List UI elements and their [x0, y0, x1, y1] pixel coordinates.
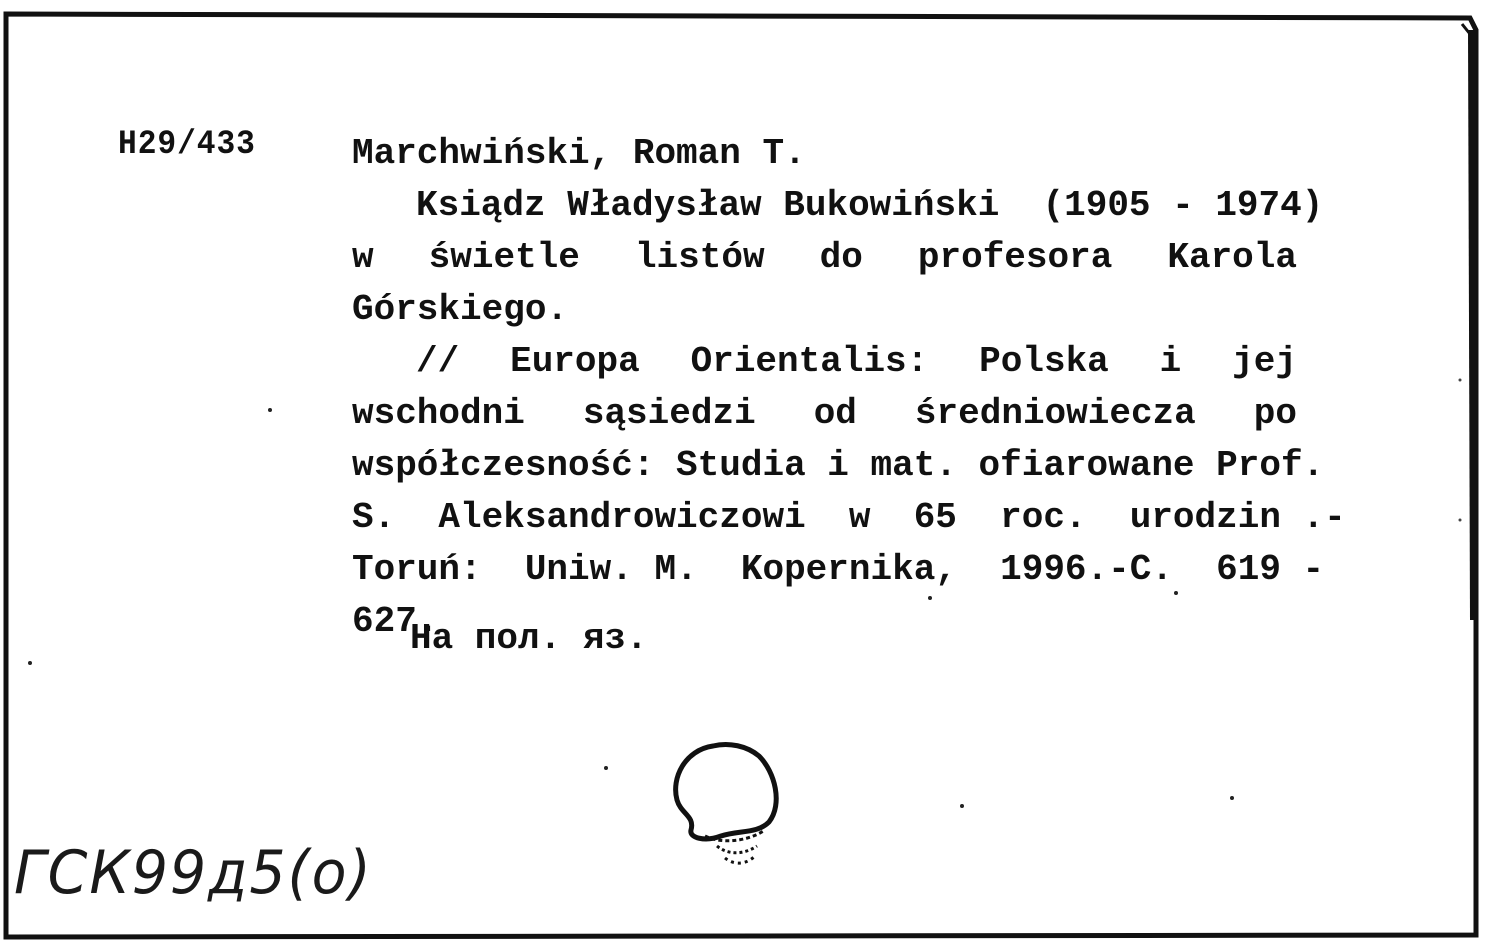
- handwritten-note: ГСК99д5(о): [14, 838, 373, 908]
- source-line: S. Aleksandrowiczowi w 65 roc. urodzin .-: [352, 497, 1346, 538]
- title-line: Ksiądz Władysław Bukowiński (1905 - 1974): [416, 185, 1324, 226]
- source-line: współczesność: Studia i mat. ofiarowane Prof.: [352, 445, 1325, 486]
- title-line: w świetle listów do profesora Karola: [352, 237, 1297, 278]
- stamp-mark-icon: [665, 738, 785, 873]
- shelf-mark: H29/433: [118, 126, 256, 164]
- title-line: Górskiego.: [352, 289, 569, 330]
- source-line: wschodni sąsiedzi od średniowiecza po: [352, 393, 1297, 434]
- source-line: Toruń: Uniw. M. Kopernika, 1996.-C. 619 -: [352, 549, 1325, 590]
- bibliographic-entry: [352, 128, 1346, 648]
- source-line: // Europa Orientalis: Polska i jej: [416, 341, 1297, 382]
- source-line: 627.: [352, 601, 439, 642]
- author-heading: Marchwiński, Roman T.: [352, 133, 806, 174]
- language-note: На пол. яз.: [410, 618, 648, 659]
